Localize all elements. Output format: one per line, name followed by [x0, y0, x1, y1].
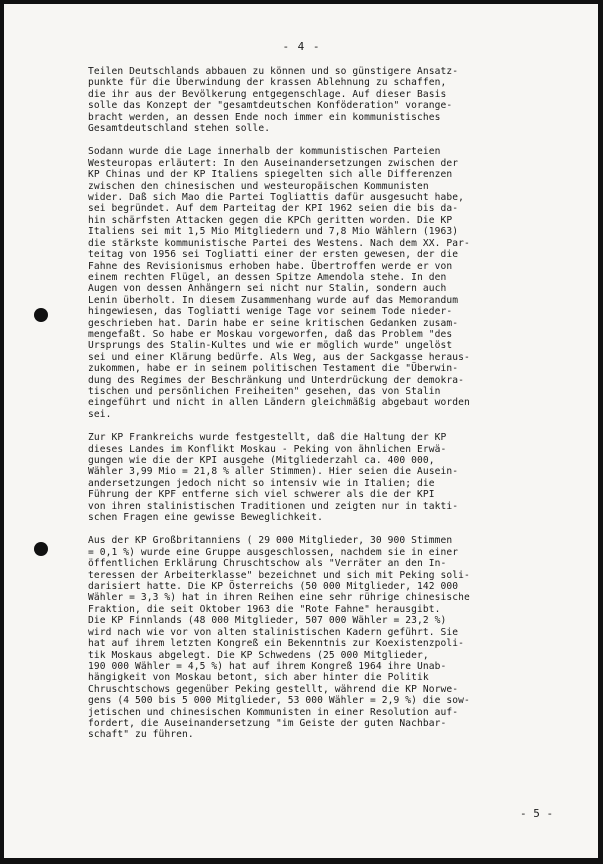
text-line: punkte für die Überwindung der krassen Ablehnung zu schaffen,	[88, 77, 447, 89]
text-line: Führung der KPF entferne sich viel schwerer als die der KPI	[88, 489, 435, 501]
text-line: = 0,1 %) wurde eine Gruppe ausgeschlossen, nachdem sie in einer	[88, 546, 459, 558]
text-line: hat auf ihrem letzten Kongreß ein Bekenntnis zur Koexistenzpoli-	[88, 638, 465, 650]
body-text	[88, 66, 568, 753]
text-line: Fraktion, die seit Oktober 1963 die "Rote Fahne" herausgibt.	[88, 603, 441, 615]
text-line: Lenin überholt. In diesem Zusammenhang wurde auf das Memorandum	[88, 294, 459, 306]
text-line: dieses Landes im Konflikt Moskau - Peking von ähnlichen Erwä-	[88, 443, 447, 455]
text-line: andersetzungen jedoch nicht so intensiv wie in Italien; die	[88, 477, 435, 489]
text-line: sei begründet. Auf dem Parteitag der KPI 1962 seien die bis da-	[88, 203, 459, 215]
text-line: dung des Regimes der Beschränkung und Unterdrückung der demokra-	[88, 374, 465, 386]
text-line: öffentlichen Erklärung Chruschtschow als "Verräter an den In-	[88, 558, 447, 570]
text-line: gens (4 500 bis 5 000 Mitglieder, 53 000 Wähler = 2,9 %) die sow-	[88, 695, 470, 707]
text-line: Sodann wurde die Lage innerhalb der kommunistischen Parteien	[88, 146, 441, 158]
text-line: Chruschtschows gegenüber Peking gestellt, während die KP Norwe-	[88, 683, 459, 695]
text-line: bracht werden, an dessen Ende noch immer ein kommunistisches	[88, 111, 441, 123]
text-line: wird nach wie vor von alten stalinistischen Kadern geführt. Sie	[88, 626, 459, 638]
text-line: zwischen den chinesischen und westeuropäischen Kommunisten	[88, 180, 429, 192]
text-line: Aus der KP Großbritanniens ( 29 000 Mitglieder, 30 900 Stimmen	[88, 535, 453, 547]
punch-hole-upper	[34, 308, 48, 322]
scan-border-top	[0, 0, 603, 4]
text-line: eingeführt und nicht in allen Ländern gleichmäßig abgebaut worden	[88, 397, 470, 409]
paragraph	[88, 432, 568, 523]
text-line: Fahne des Revisionismus erhoben habe. Übertroffen werde er von	[88, 260, 453, 272]
text-line: mengefaßt. So habe er Moskau vorgeworfen, daß das Problem "des	[88, 328, 453, 340]
scan-border-right	[598, 0, 603, 864]
text-line: sei und einer Klärung bedürfe. Als Weg, aus der Sackgasse heraus-	[88, 351, 470, 363]
text-line: hingewiesen, das Togliatti wenige Tage vor seinem Tode nieder-	[88, 306, 453, 318]
text-line: sei.	[88, 408, 112, 420]
text-line: solle das Konzept der "gesamtdeutschen Konföderation" vorange-	[88, 100, 453, 112]
scan-border-bottom	[0, 858, 603, 864]
text-line: gungen wie die der KPI ausgehe (Mitgliederzahl ca. 400 000,	[88, 455, 435, 466]
text-line: darisiert hatte. Die KP Österreichs (50 000 Mitglieder, 142 000	[88, 581, 459, 593]
text-line: schaft" zu führen.	[88, 729, 194, 741]
page-number: - 4 -	[282, 40, 321, 53]
text-line: Italiens sei mit 1,5 Mio Mitgliedern und 7,8 Mio Wählern (1963)	[88, 226, 459, 238]
text-line: tik Moskaus abgelegt. Die KP Schwedens (25 000 Mitglieder,	[88, 649, 429, 661]
scan-border-left	[0, 0, 4, 864]
text-line: schen Fragen eine gewisse Beweglichkeit.	[88, 512, 324, 524]
text-line: fordert, die Auseinandersetzung "im Geiste der guten Nachbar-	[88, 717, 447, 729]
text-line: Wähler 3,99 Mio = 21,8 % aller Stimmen). Hier seien die Ausein-	[88, 466, 459, 478]
text-line: Wähler = 3,3 %) hat in ihren Reihen eine sehr rührige chinesische	[88, 592, 470, 604]
text-line: KP Chinas und der KP Italiens spiegelten sich alle Differenzen	[88, 169, 453, 181]
text-line: Ursprungs des Stalin-Kultes und wie er möglich wurde" ungelöst	[88, 340, 453, 352]
text-line: einem rechten Flügel, an dessen Spitze Amendola stehe. In den	[88, 271, 447, 283]
text-line: Westeuropas erläutert: In den Auseinandersetzungen zwischen der	[88, 157, 459, 169]
text-line: Augen von dessen Anhängern sei nicht nur Stalin, sondern auch	[88, 283, 447, 295]
text-line: zukommen, habe er in seinem politischen Testament die "Überwin-	[88, 363, 459, 375]
text-line: Teilen Deutschlands abbauen zu können und so günstigere Ansatz-	[88, 66, 459, 77]
text-line: teitag von 1956 sei Togliatti einer der ersten gewesen, der die	[88, 249, 459, 261]
paragraph	[88, 146, 568, 420]
text-line: die stärkste kommunistische Partei des Westens. Nach dem XX. Par-	[88, 237, 470, 249]
text-line: hängigkeit von Moskau betont, sich aber hinter die Politik	[88, 672, 429, 684]
text-line: Die KP Finnlands (48 000 Mitglieder, 507 000 Wähler = 23,2 %)	[88, 615, 447, 627]
text-line: Zur KP Frankreichs wurde festgestellt, daß die Haltung der KP	[88, 432, 447, 444]
text-line: 190 000 Wähler = 4,5 %) hat auf ihrem Kongreß 1964 ihre Unab-	[88, 660, 447, 672]
text-line: teressen der Arbeiterklasse" bezeichnet und sich mit Peking soli-	[88, 569, 470, 581]
text-line: von ihren stalinistischen Traditionen und zeigten nur in takti-	[88, 500, 459, 512]
punch-hole-lower	[34, 542, 48, 556]
text-line: die ihr aus der Bevölkerung entgegenschlage. Auf dieser Basis	[88, 88, 447, 100]
paragraph	[88, 535, 568, 740]
paragraph	[88, 66, 568, 134]
catchword-next-page: - 5 -	[520, 807, 554, 820]
text-line: tischen und persönlichen Freiheiten" gesehen, das von Stalin	[88, 385, 441, 397]
text-line: Gesamtdeutschland stehen solle.	[88, 123, 271, 135]
text-line: geschrieben hat. Darin habe er seine kritischen Gedanken zusam-	[88, 317, 459, 329]
text-line: hin schärfsten Attacken gegen die KPCh geritten worden. Die KP	[88, 214, 453, 226]
text-line: wider. Daß sich Mao die Partei Togliattis dafür ausgesucht habe,	[88, 192, 465, 204]
text-line: jetischen und chinesischen Kommunisten in einer Resolution auf-	[88, 706, 459, 718]
